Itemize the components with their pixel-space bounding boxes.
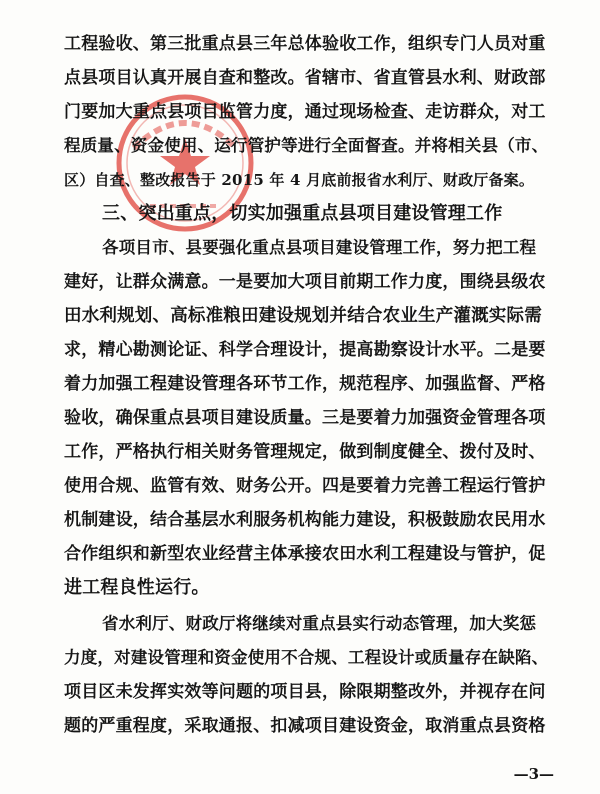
paragraph-line: 求，精心勘测论证、科学合理设计，提高勘察设计水平。二是要: [64, 340, 546, 360]
paragraph-line: 建好，让群众满意。一是要加大项目前期工作力度，围绕县级农: [64, 272, 546, 292]
paragraph-line: 进工程良性运行。: [64, 577, 210, 598]
paragraph-line: 合作组织和新型农业经营主体承接农田水利工程建设与管护，促: [64, 544, 546, 564]
paragraph-line: 项目区未发挥实效等问题的项目县，除限期整改外，并视存在问: [64, 682, 546, 702]
text-line: 点县项目认真开展自查和整改。省辖市、省直管县水利、财政部: [64, 68, 546, 88]
paragraph-line: 田水利规划、高标准粮田建设规划并结合农业生产灌溉实际需: [64, 306, 542, 326]
paragraph-line: 使用合规、监管有效、财务公开。四是要着力完善工程运行管护: [64, 476, 546, 496]
paragraph-line: 机制建设，结合基层水利服务机构能力建设，积极鼓励农民用水: [64, 510, 546, 530]
section-heading: 三、突出重点，切实加强重点县项目建设管理工作: [102, 203, 503, 224]
paragraph-line: 题的严重程度，采取通报、扣减项目建设资金，取消重点县资格: [64, 716, 546, 736]
paragraph-line: 省水利厅、财政厅将继续对重点县实行动态管理，加大奖惩: [102, 614, 537, 633]
paragraph-line: 着力加强工程建设管理各环节工作，规范程序、加强监督、严格: [64, 374, 546, 394]
text-line: 门要加大重点县项目监管力度，通过现场检查、走访群众，对工: [64, 102, 546, 122]
text-line: 工程验收、第三批重点县三年总体验收工作，组织专门人员对重: [64, 34, 546, 54]
paragraph-line: 力度，对建设管理和资金使用不合规、工程设计或质量存在缺陷、: [64, 648, 549, 667]
page-number: —3—: [513, 765, 554, 783]
text-line: 区）自查、整改报告于 2015 年 4 月底前报省水利厅、财政厅备案。: [64, 171, 535, 189]
paragraph-line: 各项目市、县要强化重点县项目建设管理工作，努力把工程: [102, 238, 537, 257]
paragraph-line: 验收，确保重点县项目建设质量。三是要着力加强资金管理各项: [64, 408, 546, 428]
text-line: 程质量、资金使用、运行管护等进行全面督查。并将相关县（市、: [64, 136, 549, 155]
paragraph-line: 工作，严格执行相关财务管理规定，做到制度健全、拨付及时、: [64, 442, 546, 462]
